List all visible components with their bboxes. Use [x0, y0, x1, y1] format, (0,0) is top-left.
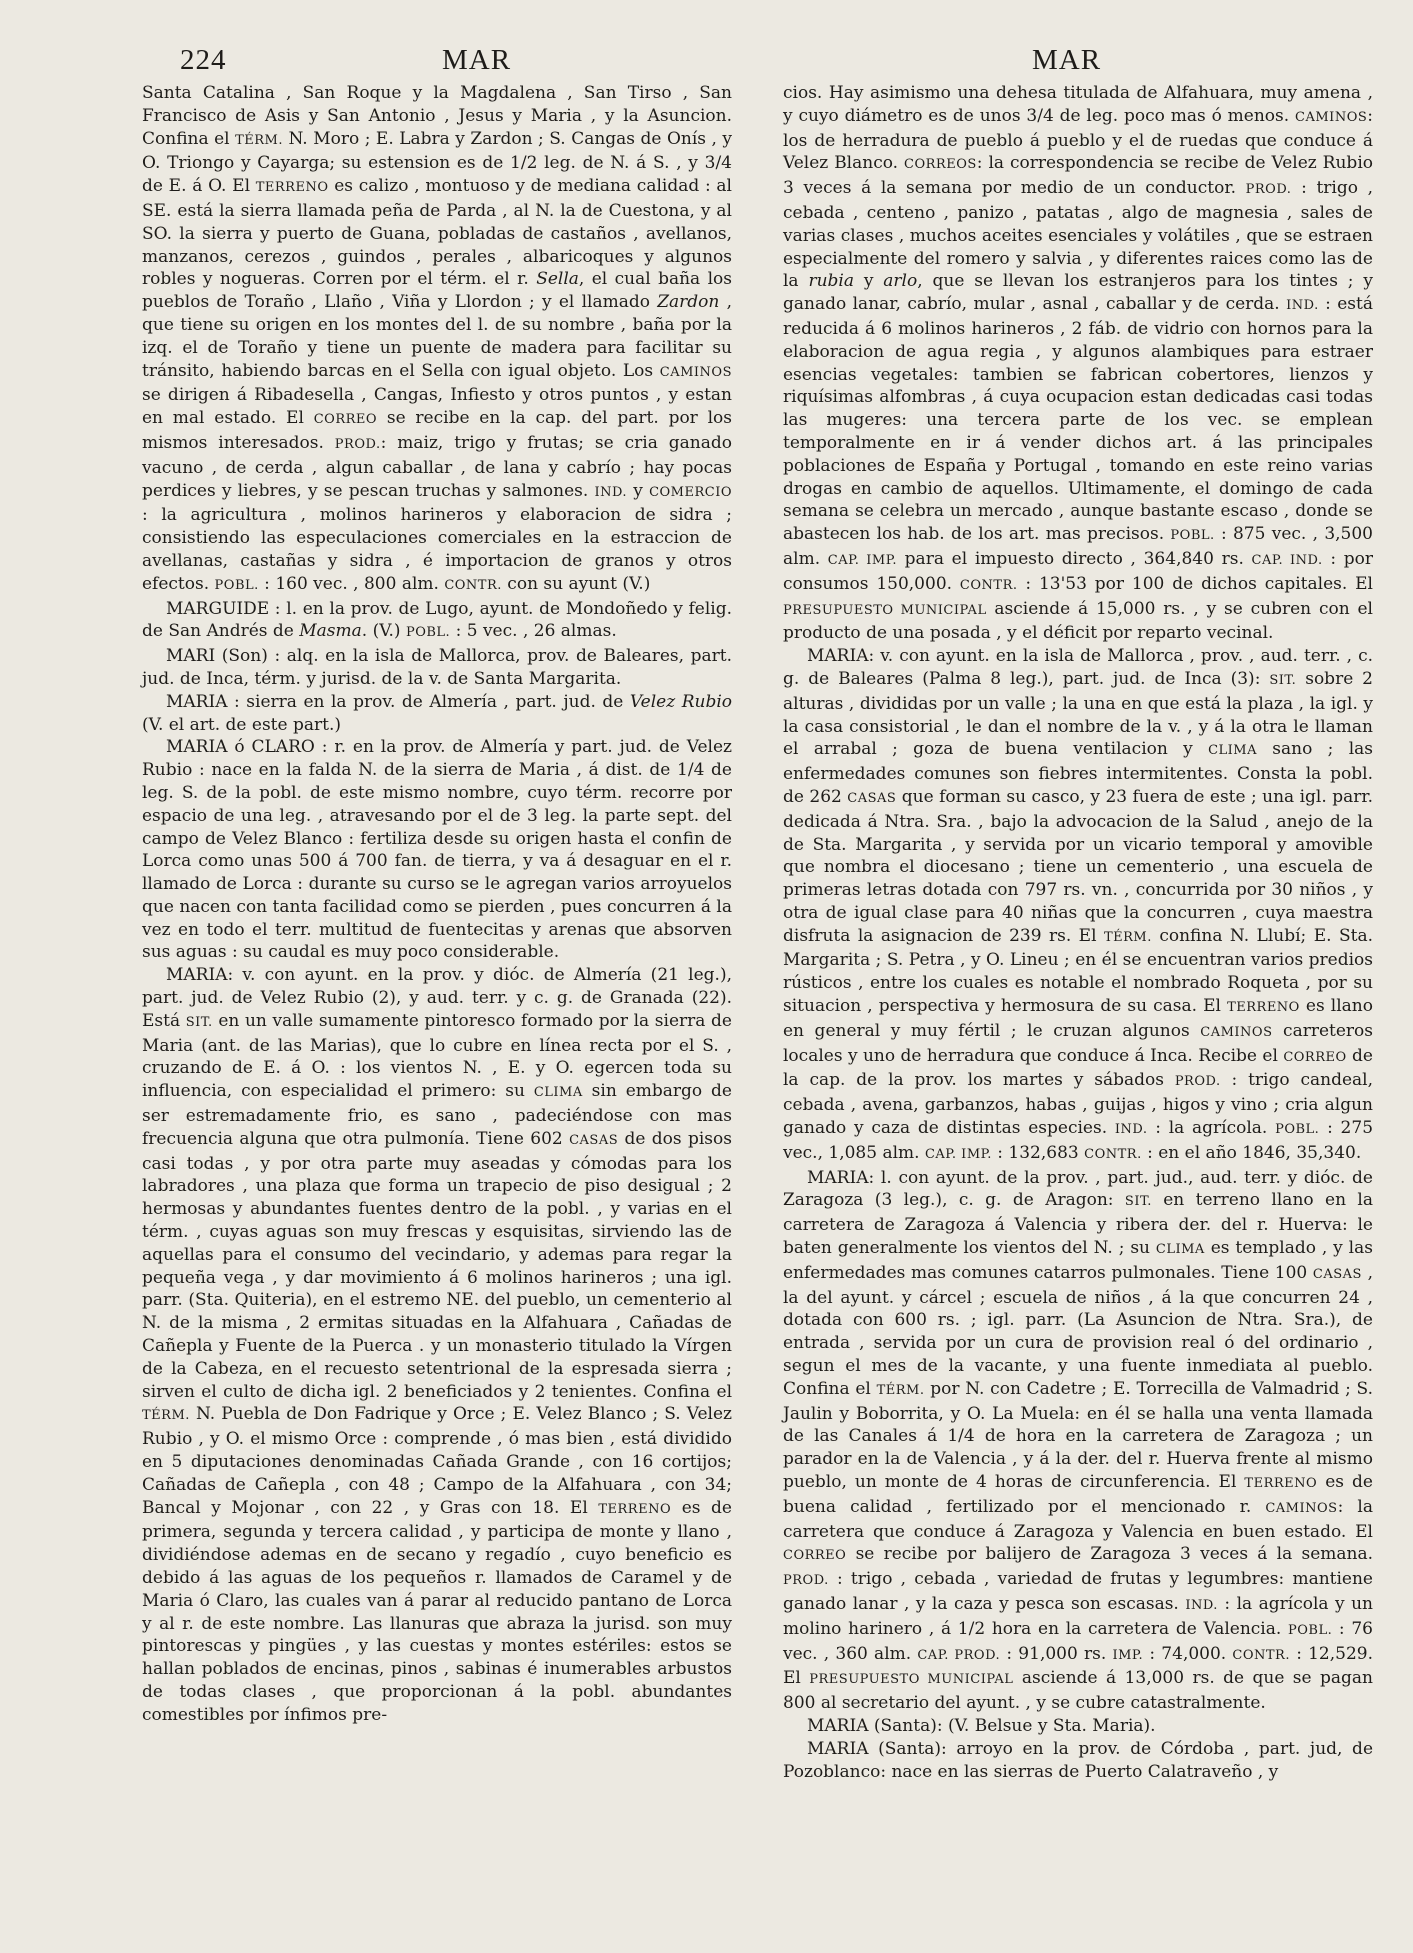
entry-text: asciende á 13,000 rs. de que se pagan 800 al secretario del ayunt. , y se cubre catastralmente.	[783, 1668, 1373, 1714]
entry-text: (V. el art. de este part.)	[142, 714, 341, 735]
entry-text: es de buena calidad , fertilizado por el mencionado r.	[783, 1472, 1373, 1517]
small-caps-label: CORREO	[313, 412, 378, 428]
entry-paragraph	[142, 691, 732, 737]
entry-text: : la agrícola y un molino harinero , á 1/2 hora en la carretera de Valencia.	[783, 1594, 1373, 1639]
entry-paragraph	[783, 645, 1373, 1167]
entry-text: que forman su casco, y 23 fuera de este ; una igl. parr. dedicada á Ntra. Sra. , bajo la advocacion de la Salud , anejo de la de Sta. Margarita , y servida por un vicario temporal y amovible que nombra el diocesano ; tiene un cementerio , una escuela de primeras letras dotada con 797 rs. vn. , concurrida por 30 niños , y otra de igual clase para 40 niñas que la concurren , cuya maestra disfruta la asignacion de 239 rs. El	[783, 786, 1374, 946]
entry-paragraph	[142, 598, 732, 646]
right-column	[783, 82, 1373, 1783]
small-caps-label: IMP.	[1112, 1647, 1144, 1663]
small-caps-label: SIT.	[1269, 672, 1297, 688]
entry-text: , que tiene su origen en los montes del l. de su nombre , baña por la izq. el de Toraño y tiene un puente de madera para facilitar su tránsito, habiendo barcas en el Sella con igual objeto. Los	[142, 292, 732, 381]
entry-text: en terreno llano en la carretera de Zaragoza á Valencia y ribera der. del r. Huerva: le baten generalmente los vientos del N. ; su	[783, 1190, 1373, 1259]
small-caps-label: CAP. IND.	[1251, 552, 1323, 568]
entry-text: , el cual baña los pueblos de Toraño , Llaño , Viña y Llordon ; y el llamado	[142, 269, 732, 313]
small-caps-label: CLIMA	[1208, 743, 1257, 759]
entry-text: : 76 vec. , 360 alm.	[783, 1618, 1373, 1664]
small-caps-label: TÉRM.	[1103, 929, 1152, 945]
entry-text: de dos pisos casi todas , y por otra parte muy aseadas y cómodas para los labradores , una plaza que forma un trapecio de piso desigual ; 2 hermosas y abundantes fuentes dentro de la pobl. , y varias en el térm. , cuyas aguas son muy frescas y esquisitas, sirviendo las de aquellas para el consumo del vecindario, y ademas para regar la pequeña vega , y dar movimiento á 6 molinos harineros ; una igl. parr. (Sta. Quiteria), en el estremo NE. del pueblo, un cementerio al N. de la misma , 2 ermitas situadas en la Alfahuara , Cañadas de Cañepla y Fuente de la Puerca . y un monasterio titulado la Vírgen de la Cabeza, en el recuesto setentrional de la espresada sierra ; sirven el culto de dicha igl. 2 beneficiados y 2 tenientes. Confina el	[142, 1128, 732, 1402]
entry-text: es de primera, segunda y tercera calidad , y participa de monte y llano , dividiéndose ademas en de secano y regadío , cuyo beneficio es debido á las aguas de los pequeños r. llamados de Caramel y de Maria ó Claro, las cuales van á parar al reducido pantano de Lorca y al r. de este nombre. Las llanuras que abraza la jurisd. son muy pintorescas y pingües , y las cuestas y montes estériles: estos se hallan poblados de encinas, pinos , sabinas é inumerables arbustos de todas clases , que proporcionan á la pobl. abundantes comestibles por ínfimos pre-	[142, 1497, 732, 1725]
entry-text: y	[853, 271, 884, 292]
entry-text: MARIA (Santa): arroyo en la prov. de Córdoba , part. jud, de Pozoblanco: nace en las sierras de Puerto Calatraveño , y	[783, 1738, 1373, 1782]
small-caps-label: PROD.	[1174, 1074, 1221, 1090]
small-caps-label: CAMINOS	[1295, 109, 1368, 125]
small-caps-label: IND.	[1114, 1122, 1148, 1138]
small-caps-label: TERRENO	[598, 1501, 672, 1517]
small-caps-label: SIT.	[1124, 1194, 1152, 1210]
entry-text: en un valle sumamente pintoresco formado por la sierra de Maria (ant. de las Marias), que lo cubre en línea recta por el S. , cruzando de E. á O. : los vientos N. , E. y O. egercen toda su influencia, con especialidad el primero: su	[142, 1010, 732, 1102]
entry-text: MARIA ó CLARO : r. en la prov. de Almería y part. jud. de Velez Rubio : nace en la falda N. de la sierra de Maria , á dist. de 1/4 de leg. S. de la pobl. de este mismo nombre, cuyo térm. recorre por espacio de una leg. , atravesando por el de 3 leg. la parte sept. del campo de Velez Blanco : fertiliza desde su origen hasta el confin de Lorca como unas 500 á 700 fan. de tierra, y va á desaguar en el r. llamado de Lorca : durante su curso se le agregan varios arroyuelos que nacen con tanta facilidad como se pierden , pues concurren á la vez en todo el terr. multitud de fuentecitas y arenas que absorven sus aguas : su caudal es muy poco considerable.	[142, 737, 732, 963]
entry-text: confina N. Llubí; E. Sta. Margarita ; S. Petra , y O. Lineu ; en él se encuentran varios predios rústicos , entre los cuales es notable el nombrado Roqueta , por su situacion , perspectiva y hermosura de su casa. El	[783, 925, 1373, 1017]
entry-text: : 875 vec. , 3,500 alm.	[783, 524, 1374, 569]
small-caps-label: CONTR.	[1084, 1146, 1142, 1162]
entry-text: MARIA: v. con ayunt. en la prov. y dióc. de Almería (21 leg.), part. jud. de Velez Rubio (2), y aud. terr. y c. g. de Granada (22). Está	[142, 965, 732, 1031]
entry-text: : 132,683	[991, 1142, 1085, 1163]
small-caps-label: CAP. IMP.	[924, 1146, 992, 1162]
entry-text: : los de herradura de pueblo á pueblo y el de ruedas que conduce á Velez Blanco.	[783, 105, 1373, 174]
entry-text: es templado , y las enfermedades mas comunes catarros pulmonales. Tiene 100	[783, 1238, 1373, 1283]
small-caps-label: POBL.	[1275, 1122, 1320, 1138]
small-caps-label: CAMINOS	[1200, 1024, 1273, 1040]
left-running-head: MAR	[442, 44, 512, 76]
entry-text: : en el año 1846, 35,340.	[1141, 1142, 1362, 1163]
small-caps-label: CLIMA	[1155, 1242, 1205, 1258]
small-caps-label: TÉRM.	[142, 1408, 190, 1424]
entry-text: : trigo , cebada , variedad de frutas y legumbres: mantiene ganado lanar , y la caza y pesca son escasas.	[783, 1569, 1373, 1614]
small-caps-label: CORREOS	[904, 157, 977, 173]
entry-text: sin embargo de ser estremadamente frio, es sano , padeciéndose con mas frecuencia alguna que otra pulmonía. Tiene 602	[142, 1081, 732, 1149]
small-caps-label: CASAS	[847, 790, 897, 806]
entry-text: : 74,000.	[1143, 1643, 1233, 1664]
small-caps-label: CONTR.	[1232, 1647, 1290, 1663]
italic-term: Velez Rubio	[629, 691, 732, 712]
entry-text: , la del ayunt. y cárcel ; escuela de niños , á la que concurren 24 , dotada con 600 rs. ; igl. parr. (La Asuncion de Ntra. Sra.), de entrada , servida por un cura de provision real ó del ordinario , segun el mes de la vacante, y una fuente inmediata al pueblo. Confina el	[783, 1262, 1373, 1399]
entry-text: . (V.)	[361, 621, 406, 642]
entry-text: MARGUIDE : l. en la prov. de Lugo, ayunt. de Mondoñedo y felig. de San Andrés de	[142, 598, 732, 642]
entry-text: : la agrícola.	[1147, 1118, 1276, 1139]
entry-text: sobre 2 alturas , divididas por un valle ; la una en que está la plaza , la igl. y la casa consistorial , le dan el nombre de la v. , y á la otra le llaman el arrabal ; goza de buena ventilacion y	[783, 668, 1373, 760]
left-column	[142, 82, 732, 1783]
entry-text: MARI (Son) : alq. en la isla de Mallorca, prov. de Baleares, part. jud. de Inca, térm. y jurisd. de la v. de Santa Margarita.	[142, 646, 732, 689]
entry-text: es calizo , montuoso y de mediana calidad : al SE. está la sierra llamada peña de Parda , al N. la de Cuestona, y al SO. la sierra y puerto de Guana, pobladas de castaños , avellanos, manzanos, cerezos , guindos , perales , albaricoques y algunos robles y nogueras. Corren por el térm. el r.	[142, 176, 732, 290]
entry-text: se recibe por balijero de Zaragoza 3 veces á la semana.	[846, 1544, 1373, 1565]
entry-text: de la cap. de la prov. los martes y sábados	[783, 1045, 1373, 1091]
entry-text: se dirigen á Ribadesella , Cangas, Infiesto y otros puntos , y estan en mal estado. El	[142, 385, 732, 429]
entry-text: sano ; las enfermedades comunes son fiebres intermitentes. Consta la pobl. de 262	[783, 739, 1373, 807]
entry-text: : por consumos 150,000.	[783, 548, 1374, 594]
small-caps-label: IND.	[1185, 1598, 1218, 1613]
small-caps-label: PRESUPUESTO MUNICIPAL	[783, 602, 987, 618]
small-caps-label: CONTR.	[959, 577, 1018, 593]
page-header	[142, 40, 1373, 82]
entry-text: con su ayunt (V.)	[501, 573, 651, 594]
entry-text: MARIA: l. con ayunt. de la prov. , part. jud., aud. terr. y dióc. de Zaragoza (3 leg.), c. g. de Aragon:	[783, 1167, 1373, 1211]
small-caps-label: CAP. IMP.	[827, 552, 897, 568]
entry-text: : 275 vec., 1,085 alm.	[783, 1118, 1374, 1163]
entry-text: N. Moro ; E. Labra y Zardon ; S. Cangas de Onís , y O. Triongo y Cayarga; su estension es de 1/2 leg. de N. á S. , y 3/4 de E. á O. El	[142, 128, 733, 197]
entry-paragraph	[142, 964, 732, 1726]
entry-text: cios. Hay asimismo una dehesa titulada de Alfahuara, muy amena , y cuyo diámetro es de unos 3/4 de leg. poco mas ó menos.	[783, 83, 1373, 126]
entry-paragraph	[142, 736, 732, 964]
entry-text: Santa Catalina , San Roque y la Magdalena , San Tirso , San Francisco de Asis y San Antonio , Jesus y Maria , y la Asuncion. Confina el	[142, 83, 732, 149]
entry-text: : 12,529. El	[783, 1643, 1374, 1689]
entry-text: N. Puebla de Don Fadrique y Orce ; E. Velez Blanco ; S. Velez Rubio , y O. el mismo Orce : comprende , ó mas bien , está dividido en 5 diputaciones denominadas Cañada Grande , con 16 cortijos; Cañadas de Cañepla , con 48 ; Campo de la Alfahuara , con 34; Bancal y Mojonar , con 22 , y Gras con 18. El	[142, 1404, 732, 1518]
entry-text: se recibe en la cap. del part. por los mismos interesados.	[142, 408, 733, 453]
entry-text: : la agricultura , molinos harineros y elaboracion de sidra ; consistiendo las especulaciones comerciales en la estraccion de avellanas, castañas y sidra , é importacion de granos y otros efectos.	[142, 505, 732, 594]
small-caps-label: COMERCIO	[649, 484, 732, 500]
small-caps-label: PROD.	[334, 436, 381, 452]
text-columns	[142, 82, 1373, 1783]
small-caps-label: CASAS	[569, 1132, 619, 1148]
entry-paragraph	[142, 82, 732, 598]
small-caps-label: SIT.	[185, 1014, 213, 1030]
entry-text: MARIA: v. con ayunt. en la isla de Mallorca , prov. , aud. terr. , c. g. de Baleares (Palma 8 leg.), part. jud. de Inca (3):	[783, 646, 1373, 689]
italic-term: arlo	[883, 271, 918, 292]
small-caps-label: TERRENO	[1244, 1476, 1318, 1492]
small-caps-label: IND.	[1286, 298, 1319, 314]
italic-term: Zardon	[657, 292, 720, 313]
entry-text: MARIA : sierra en la prov. de Almería , part. jud. de	[166, 691, 630, 712]
entry-text: : maiz, trigo y frutas; se cria ganado vacuno , de cerda , algun caballar , de lana y cabrío ; hay pocas perdices y liebres, y se pescan truchas y salmones.	[142, 432, 732, 501]
small-caps-label: PROD.	[783, 1573, 829, 1589]
small-caps-label: PROD.	[1245, 182, 1292, 198]
entry-text: : 91,000 rs.	[1000, 1643, 1113, 1664]
small-caps-label: CONTR.	[444, 577, 502, 593]
entry-text: asciende á 15,000 rs. , y se cubren con el producto de una posada , y el déficit por reparto vecinal.	[783, 598, 1373, 644]
entry-text: y	[627, 480, 650, 501]
entry-text: por N. con Cadetre ; E. Torrecilla de Valmadrid ; S. Jaulin y Boborrita, y O. La Muela: en él se halla una venta llamada de las Canales á 1/4 de hora en la carretera de Zaragoza ; un parador en la de Valencia , y á la der. del r. Huerva frente al mismo pueblo, un monte de 4 horas de circunferencia. El	[783, 1378, 1374, 1493]
small-caps-label: CAMINOS	[659, 364, 732, 380]
italic-term: Masma	[299, 621, 362, 642]
small-caps-label: CASAS	[1312, 1266, 1362, 1282]
small-caps-label: POBL.	[214, 577, 259, 593]
entry-paragraph	[783, 82, 1373, 645]
entry-text: , que se llevan los estranjeros para los tintes ; y ganado lanar, cabrío, mular , asnal , caballar y de cerda.	[783, 271, 1373, 315]
small-caps-label: POBL.	[1170, 528, 1215, 544]
small-caps-label: TERRENO	[255, 180, 329, 196]
right-running-head: MAR	[1032, 44, 1102, 76]
entry-text: MARIA (Santa): (V. Belsue y Sta. Maria).	[807, 1715, 1156, 1736]
small-caps-label: CORREO	[783, 1548, 847, 1564]
small-caps-label: CAP. PROD.	[917, 1647, 1001, 1663]
small-caps-label: POBL.	[405, 625, 451, 641]
entry-text: : 5 vec. , 26 almas.	[450, 621, 617, 642]
entry-text: carreteros locales y uno de herradura que conduce á Inca. Recibe el	[783, 1020, 1373, 1066]
small-caps-label: CLIMA	[533, 1085, 583, 1101]
page-number: 224	[180, 44, 227, 76]
small-caps-label: POBL.	[1287, 1622, 1333, 1638]
small-caps-label: IND.	[594, 484, 628, 500]
small-caps-label: PRESUPUESTO MUNICIPAL	[809, 1672, 1014, 1688]
entry-text: : está reducida á 6 molinos harineros , 2 fáb. de vidrio con hornos para la elaboracion de agua regia , y algunos alambiques para estraer esencias vegetales: tambien se fabrican cobertores, lienzos y riquísimas alfombras , á cuya ocupacion estan dedicadas casi todas las mugeres: una tercera parte de los vec. se emplean temporalmente en ir á vender dichos art. á las principales poblaciones de España y Portugal , tomando en este reino varias drogas en cambio de aquellos. Ultimamente, el domingo de cada semana se celebra un mercado , aunque bastante escaso , donde se abastecen los hab. de los art. mas precisos.	[783, 294, 1373, 545]
small-caps-label: CAMINOS	[1265, 1500, 1338, 1516]
entry-text: : la carretera que conduce á Zaragoza y Valencia en buen estado. El	[783, 1496, 1373, 1542]
entry-text: para el impuesto directo , 364,840 rs.	[896, 548, 1252, 569]
italic-term: Sella	[536, 269, 579, 290]
entry-text: : 13'53 por 100 de dichos capitales. El	[1017, 573, 1373, 594]
entry-text: es llano en general y muy fértil ; le cruzan algunos	[783, 996, 1373, 1041]
entry-text: : la correspondencia se recibe de Velez Rubio 3 veces á la semana por medio de un conductor.	[783, 153, 1373, 199]
entry-paragraph	[783, 1738, 1373, 1784]
small-caps-label: TÉRM.	[876, 1382, 925, 1398]
entry-text: : trigo , cebada , centeno , panizo , patatas , algo de magnesia , sales de varias clases , muchos aceites esenciales y volátiles , que se estraen especialmente del romero y salvia , y diferentes raices como las de la	[783, 178, 1374, 292]
entry-text: : trigo candeal, cebada , avena, garbanzos, habas , guijas , higos y vino ; cria algun ganado y caza de distintas especies.	[783, 1070, 1373, 1139]
italic-term: rubia	[808, 271, 854, 292]
entry-paragraph	[142, 645, 732, 691]
entry-paragraph	[783, 1715, 1373, 1738]
entry-text: : 160 vec. , 800 alm.	[258, 573, 445, 594]
small-caps-label: CORREO	[1283, 1049, 1347, 1065]
small-caps-label: TERRENO	[1227, 1000, 1300, 1016]
small-caps-label: TÉRM.	[235, 132, 284, 148]
entry-paragraph	[783, 1167, 1373, 1715]
